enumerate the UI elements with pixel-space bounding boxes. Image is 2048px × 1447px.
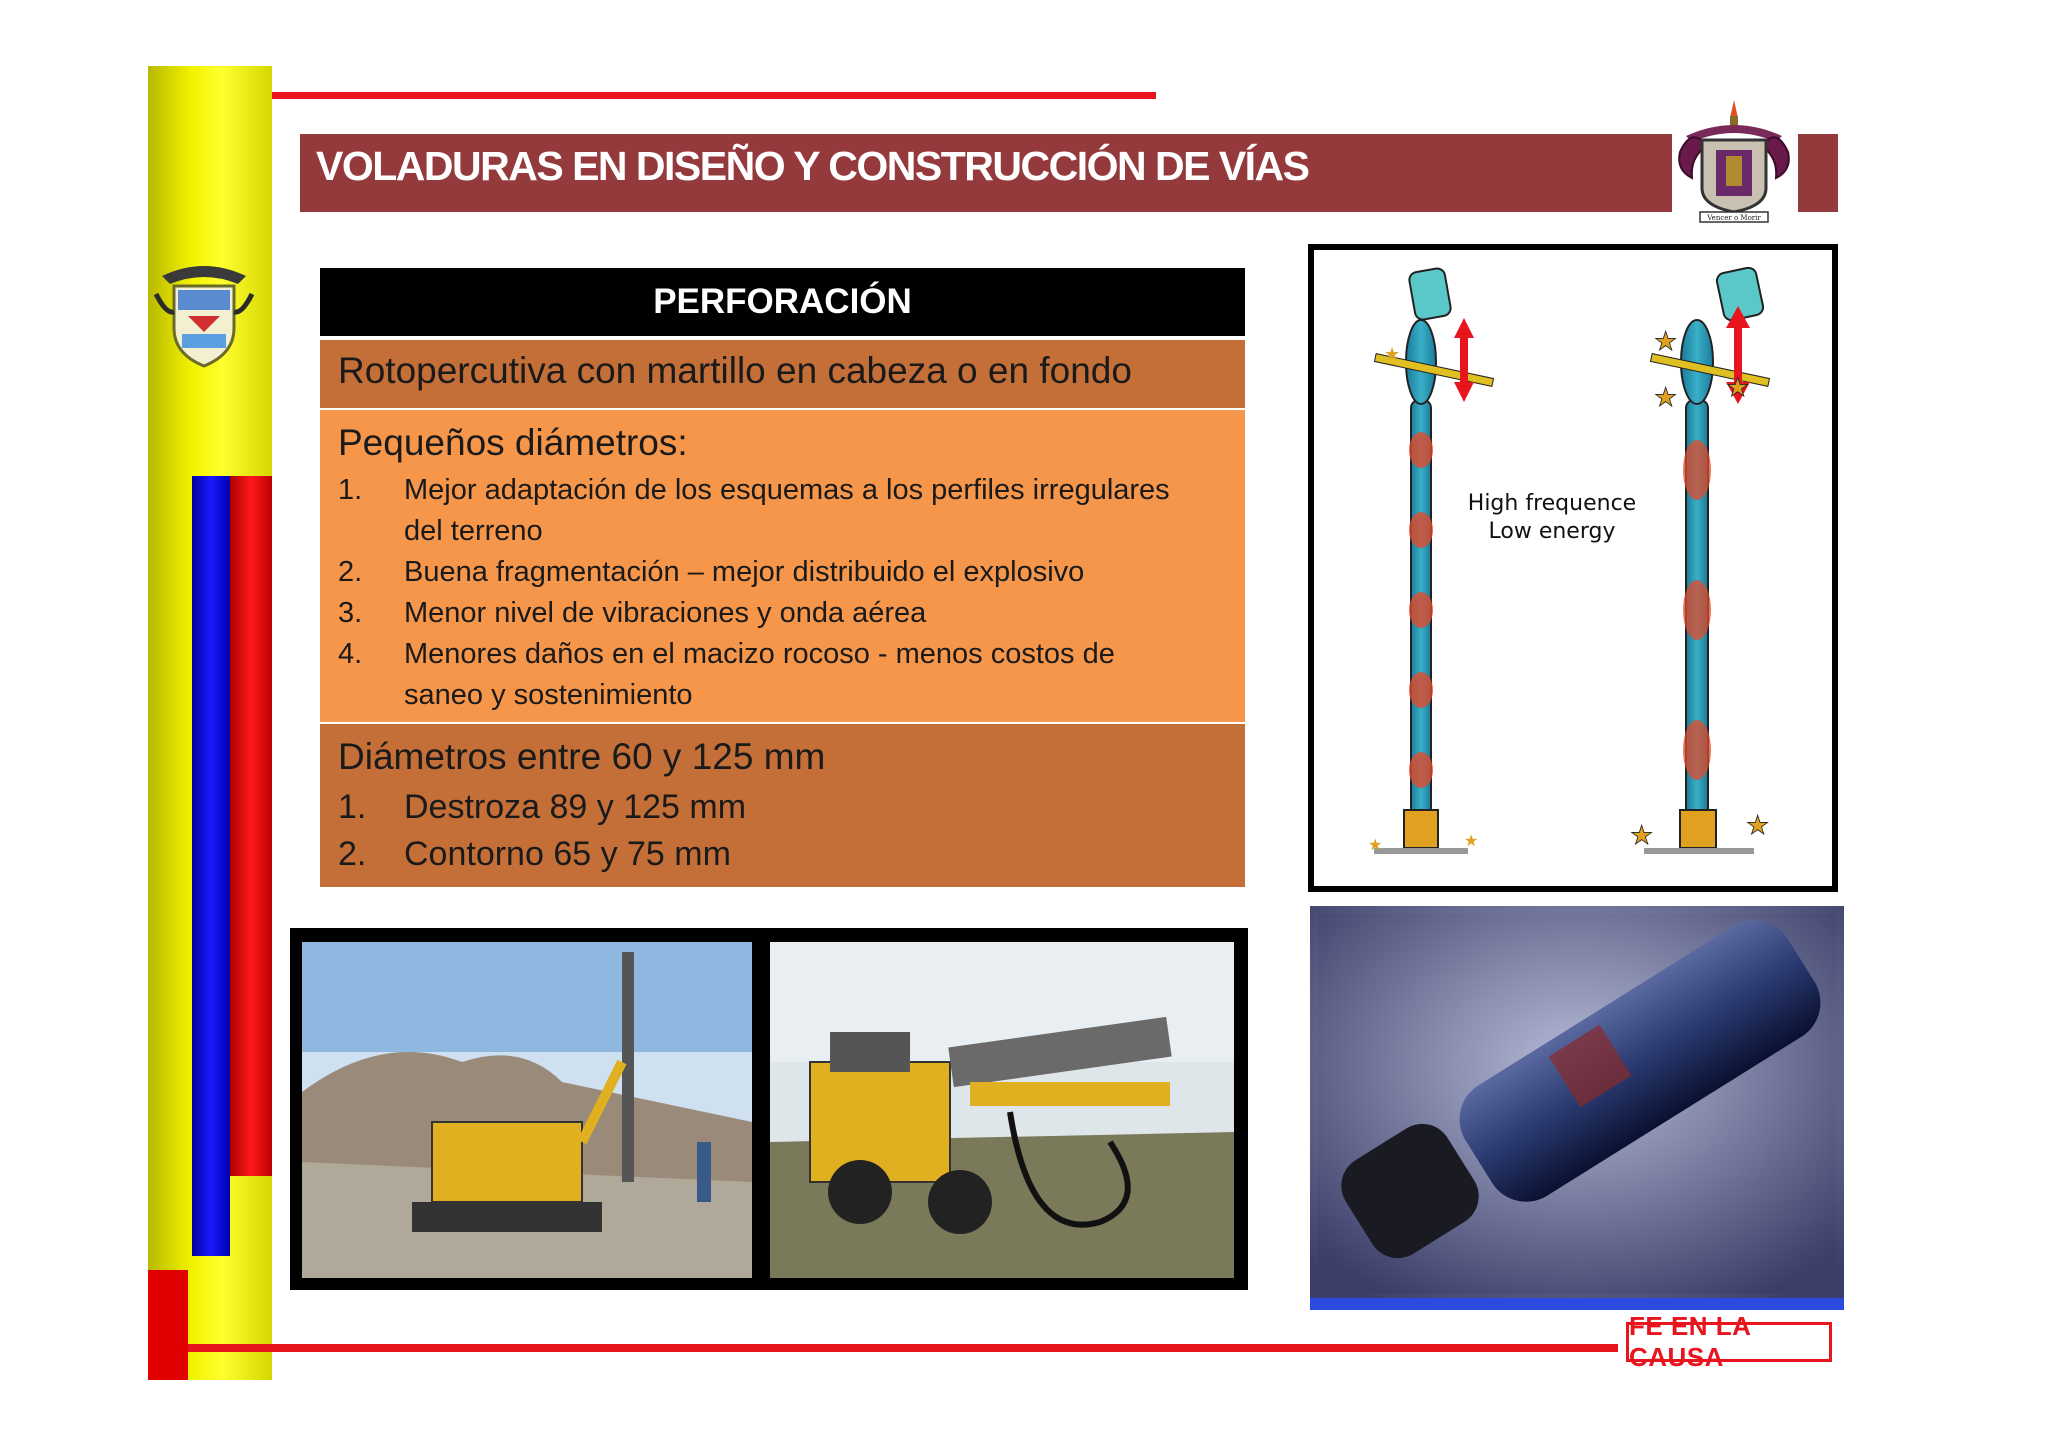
right-drill-rod [1630,266,1770,854]
row3-title: Diámetros entre 60 y 125 mm [338,736,826,777]
svg-text:★: ★ [1654,382,1678,412]
drill-diagram [1308,244,1838,892]
table-row-2 [320,410,1245,722]
list-item: del terreno [404,515,543,547]
table-row-3 [320,724,1245,887]
row1-text: Rotopercutiva con martillo en cabeza o en fondo [338,350,1132,391]
drill-rod-illustration [1314,250,1832,886]
drill-rig-photo-quarry [302,942,752,1278]
svg-text:★: ★ [1630,820,1654,850]
list-item: 1. Mejor adaptación de los esquemas a los perfiles irregulares [338,474,1170,506]
flag-band-blue [192,476,230,1256]
emblem-motto: Vencer o Morir [1707,214,1761,222]
svg-text:★: ★ [1654,326,1678,356]
diagram-label-1: High frequence [1467,491,1637,516]
svg-text:★: ★ [1726,372,1750,402]
footer-badge: FE EN LA CAUSA [1626,1322,1832,1362]
svg-text:★: ★ [1464,833,1479,850]
row2-title: Pequeños diámetros: [338,422,688,463]
table-row-1 [320,340,1245,408]
flag-band-red-bottom [148,1270,188,1380]
list-item: 2. Contorno 65 y 75 mm [338,835,731,873]
coat-of-arms-icon [152,254,256,374]
jumbo-drill-photo [770,942,1234,1278]
table-header: PERFORACIÓN [320,268,1245,336]
left-drill-rod [1368,267,1494,854]
down-the-hole-hammer-photo [1310,906,1844,1310]
list-item: saneo y sostenimiento [404,679,693,711]
list-item: 2. Buena fragmentación – mejor distribuido el explosivo [338,556,1085,588]
flag-band-red [230,476,272,1176]
title-bar-end [1798,134,1838,212]
bottom-divider-line [188,1344,1618,1352]
diagram-label-2: Low energy [1488,519,1616,544]
svg-text:★: ★ [1384,344,1401,364]
list-item: 3. Menor nivel de vibraciones y onda aérea [338,597,927,629]
svg-text:★: ★ [1746,810,1770,840]
slide-title: VOLADURAS EN DISEÑO Y CONSTRUCCIÓN DE VÍAS [316,143,1309,189]
svg-text:★: ★ [1368,837,1383,854]
university-emblem-icon [1672,96,1796,226]
list-item: 4. Menores daños en el macizo rocoso - menos costos de [338,638,1115,670]
top-divider-line [272,92,1156,99]
list-item: 1. Destroza 89 y 125 mm [338,788,747,826]
